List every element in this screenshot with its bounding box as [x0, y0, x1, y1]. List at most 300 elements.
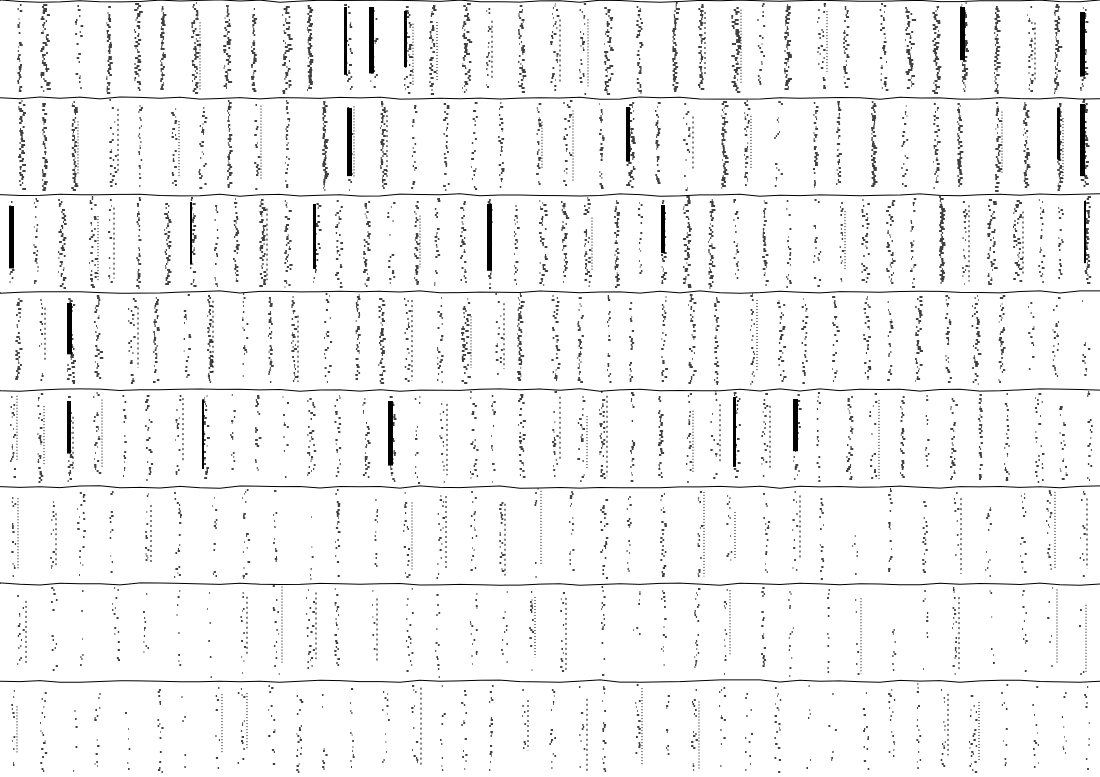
texture-column	[698, 492, 704, 577]
texture-dither-stroke	[125, 713, 130, 769]
texture-dither-stroke	[660, 494, 667, 576]
texture-dither-stroke	[238, 689, 246, 763]
texture-column	[788, 592, 793, 676]
texture-dither-stroke	[241, 593, 247, 673]
texture-column	[633, 592, 640, 634]
texture-dither-stroke	[933, 104, 941, 188]
texture-dither-stroke	[215, 688, 220, 768]
texture-dither-stroke	[925, 396, 929, 466]
texture-heavy-stroke	[67, 401, 71, 454]
texture-column	[604, 8, 614, 94]
texture-dither-stroke	[10, 397, 16, 477]
texture-dither-stroke	[242, 294, 248, 376]
texture-dither-stroke	[406, 589, 414, 671]
texture-dither-stroke	[579, 687, 585, 767]
texture-column	[158, 690, 164, 772]
texture-dither-stroke	[11, 691, 15, 765]
texture-column	[1032, 687, 1039, 767]
texture-column	[691, 690, 699, 770]
texture-column	[1087, 392, 1093, 480]
texture-column	[636, 7, 643, 93]
texture-column	[952, 588, 959, 674]
texture-column	[282, 7, 292, 93]
texture-dither-stroke	[378, 299, 386, 383]
texture-column	[461, 299, 471, 383]
texture-column	[750, 294, 757, 384]
texture-column	[577, 298, 583, 382]
texture-column	[1052, 298, 1060, 376]
texture-dither-stroke	[207, 593, 212, 677]
texture-column	[886, 201, 896, 283]
texture-dither-stroke	[633, 592, 640, 634]
texture-column	[775, 688, 782, 772]
texture-column	[215, 688, 222, 768]
texture-dither-stroke	[900, 397, 905, 477]
texture-column	[11, 691, 17, 765]
texture-column	[406, 589, 414, 671]
texture-dither-stroke	[840, 203, 845, 281]
texture-column	[1022, 591, 1028, 671]
texture-dither-stroke	[461, 299, 471, 383]
texture-band	[0, 0, 1100, 94]
texture-column	[487, 200, 493, 288]
texture-dither-stroke	[1013, 201, 1023, 281]
texture-column	[470, 492, 477, 570]
texture-dither-stroke	[710, 392, 718, 478]
texture-column	[51, 588, 58, 670]
texture-column	[962, 202, 969, 284]
texture-column	[387, 203, 395, 283]
texture-column	[322, 695, 328, 769]
texture-dither-stroke	[1022, 591, 1028, 671]
texture-dither-stroke	[251, 9, 257, 91]
texture-column	[635, 685, 642, 764]
texture-column	[518, 395, 526, 477]
texture-column	[153, 298, 160, 382]
texture-dither-stroke	[11, 498, 16, 576]
texture-column	[1084, 687, 1090, 769]
texture-dither-stroke	[777, 301, 787, 381]
texture-dither-stroke	[58, 200, 67, 288]
texture-column	[972, 296, 982, 384]
texture-dither-stroke	[855, 600, 859, 674]
texture-column	[672, 3, 680, 91]
texture-dither-stroke	[1035, 394, 1044, 482]
texture-dither-stroke	[774, 102, 783, 186]
texture-dither-stroke	[886, 201, 896, 283]
texture-dither-stroke	[763, 494, 770, 572]
texture-column	[310, 517, 314, 579]
texture-dither-stroke	[584, 198, 593, 286]
texture-dither-stroke	[184, 295, 192, 377]
texture-dither-stroke	[683, 197, 692, 287]
texture-heavy-stroke	[793, 399, 798, 451]
texture-column	[403, 493, 412, 577]
texture-dither-stroke	[470, 492, 477, 570]
texture-column	[536, 104, 542, 184]
texture-column	[470, 594, 478, 664]
texture-column	[901, 106, 908, 186]
texture-dither-stroke	[145, 494, 149, 560]
texture-dither-stroke	[108, 200, 113, 282]
texture-dither-stroke	[923, 591, 929, 669]
texture-column	[1080, 492, 1087, 576]
texture-column	[987, 200, 998, 284]
texture-dither-stroke	[518, 395, 526, 477]
texture-column	[489, 686, 494, 770]
texture-column	[843, 7, 850, 87]
texture-column	[1035, 394, 1044, 482]
texture-dither-stroke	[932, 7, 941, 93]
texture-dither-stroke	[721, 102, 729, 188]
texture-column	[212, 498, 217, 576]
band-separator	[0, 486, 1100, 489]
texture-column	[404, 7, 413, 93]
texture-dither-stroke	[551, 296, 560, 380]
texture-dither-stroke	[614, 201, 620, 287]
texture-column	[855, 598, 861, 674]
texture-dither-stroke	[1054, 5, 1062, 93]
texture-column	[388, 397, 397, 481]
texture-column	[486, 9, 492, 87]
texture-column	[910, 199, 916, 287]
texture-dither-stroke	[999, 296, 1006, 382]
texture-column	[363, 202, 371, 286]
texture-column	[202, 396, 210, 478]
texture-column	[190, 198, 197, 286]
texture-column	[517, 294, 525, 380]
texture-dither-stroke	[915, 297, 923, 381]
texture-dither-stroke	[995, 103, 1002, 191]
texture-column	[614, 201, 620, 287]
texture-column	[470, 392, 479, 478]
texture-dither-stroke	[17, 5, 23, 91]
texture-dither-stroke	[51, 588, 58, 670]
texture-dither-stroke	[636, 7, 643, 93]
texture-column	[666, 696, 670, 754]
texture-column	[688, 295, 696, 383]
texture-column	[1059, 407, 1068, 479]
texture-dither-stroke	[415, 397, 421, 483]
texture-dither-stroke	[990, 591, 995, 663]
texture-band	[0, 583, 1100, 677]
texture-dither-stroke	[941, 690, 946, 766]
texture-column	[916, 684, 921, 768]
texture-column	[160, 7, 166, 89]
texture-dither-stroke	[863, 693, 870, 769]
texture-dither-stroke	[223, 6, 232, 88]
texture-dither-stroke	[136, 198, 141, 288]
texture-dither-stroke	[775, 688, 782, 772]
texture-column	[223, 6, 232, 88]
texture-column	[491, 396, 496, 482]
texture-column	[880, 4, 889, 90]
texture-column	[375, 500, 378, 566]
texture-column	[932, 7, 941, 93]
texture-dither-stroke	[910, 199, 916, 287]
texture-column	[138, 106, 143, 186]
texture-dither-stroke	[957, 104, 963, 186]
texture-column	[744, 101, 751, 185]
texture-column	[350, 689, 355, 767]
texture-column	[561, 202, 569, 282]
texture-dither-stroke	[1038, 200, 1045, 282]
texture-dither-stroke	[901, 106, 908, 186]
texture-dither-stroke	[77, 493, 86, 575]
texture-dither-stroke	[724, 590, 728, 674]
texture-dither-stroke	[491, 396, 496, 482]
texture-dither-stroke	[40, 693, 47, 771]
texture-dither-stroke	[745, 694, 753, 770]
texture-dither-stroke	[792, 492, 798, 570]
texture-dither-stroke	[498, 103, 504, 187]
texture-column	[93, 393, 102, 473]
texture-column	[828, 694, 836, 760]
texture-dither-stroke	[806, 686, 810, 768]
texture-dither-stroke	[786, 201, 792, 287]
texture-dither-stroke	[50, 502, 55, 568]
texture-dither-stroke	[994, 7, 1001, 93]
texture-column	[128, 299, 138, 383]
texture-column	[522, 690, 528, 750]
texture-dither-stroke	[109, 100, 117, 186]
texture-column	[1062, 693, 1067, 753]
texture-dither-stroke	[128, 299, 137, 383]
texture-dither-stroke	[892, 630, 896, 670]
texture-dither-stroke	[714, 298, 720, 384]
texture-dither-stroke	[691, 690, 698, 770]
texture-dither-stroke	[143, 594, 149, 652]
texture-dither-stroke	[518, 6, 526, 92]
texture-dither-stroke	[939, 197, 946, 283]
texture-column	[774, 102, 783, 186]
texture-dither-stroke	[255, 396, 261, 470]
texture-column	[733, 393, 741, 477]
texture-dither-stroke	[435, 595, 440, 677]
texture-dither-stroke	[1023, 103, 1030, 187]
texture-column	[915, 297, 923, 381]
texture-column	[888, 489, 893, 571]
texture-column	[1047, 588, 1057, 666]
texture-dither-stroke	[411, 686, 418, 762]
texture-dither-stroke	[38, 394, 44, 482]
texture-dither-stroke	[355, 295, 360, 379]
texture-dither-stroke	[852, 536, 858, 574]
texture-dither-stroke	[324, 294, 332, 382]
texture-dither-stroke	[434, 199, 440, 285]
texture-column	[461, 691, 467, 769]
texture-dither-stroke	[106, 7, 113, 93]
texture-column	[1046, 491, 1055, 569]
texture-dither-stroke	[666, 696, 670, 754]
texture-dither-stroke	[1062, 693, 1067, 753]
texture-column	[171, 109, 179, 185]
texture-dither-stroke	[861, 200, 870, 282]
texture-dither-stroke	[952, 588, 957, 674]
texture-column	[813, 103, 819, 187]
texture-column	[214, 206, 219, 286]
texture-dither-stroke	[335, 396, 342, 476]
texture-column	[630, 393, 635, 481]
texture-column	[784, 5, 792, 89]
texture-column	[143, 594, 149, 652]
texture-dither-stroke	[757, 4, 765, 84]
texture-dither-stroke	[158, 690, 164, 772]
texture-dither-stroke	[577, 397, 585, 481]
texture-column	[471, 103, 478, 189]
texture-dither-stroke	[719, 688, 726, 766]
texture-column	[242, 294, 248, 376]
texture-column	[852, 536, 858, 574]
texture-column	[382, 692, 390, 762]
texture-dither-stroke	[486, 9, 491, 87]
texture-column	[17, 5, 23, 91]
texture-dither-stroke	[335, 201, 343, 287]
texture-column	[861, 200, 870, 282]
texture-dither-stroke	[788, 592, 793, 676]
texture-dither-stroke	[134, 4, 143, 90]
texture-column	[462, 4, 472, 92]
texture-dither-stroke	[888, 489, 893, 571]
texture-dither-stroke	[607, 296, 612, 382]
texture-column	[1004, 394, 1009, 480]
texture-column	[757, 4, 765, 84]
texture-dither-stroke	[440, 404, 445, 482]
texture-dither-stroke	[1027, 7, 1034, 91]
texture-dither-stroke	[1084, 687, 1090, 769]
texture-dither-stroke	[1080, 492, 1086, 576]
texture-dither-stroke	[387, 203, 395, 283]
texture-dither-stroke	[145, 396, 153, 480]
texture-column	[242, 490, 250, 578]
texture-column	[80, 591, 83, 665]
texture-column	[268, 686, 275, 764]
texture-column	[602, 687, 607, 771]
texture-dither-stroke	[310, 517, 314, 579]
texture-dither-stroke	[761, 394, 768, 476]
texture-dither-stroke	[268, 298, 274, 382]
texture-column	[241, 593, 248, 673]
band-separator	[0, 0, 1100, 2]
texture-column	[182, 697, 187, 767]
texture-dither-stroke	[75, 6, 83, 88]
texture-column	[1057, 104, 1063, 190]
texture-column	[761, 588, 766, 666]
texture-column	[710, 392, 720, 478]
texture-dither-stroke	[698, 492, 704, 576]
texture-dither-stroke	[160, 7, 166, 89]
texture-dither-stroke	[404, 299, 411, 381]
texture-column	[110, 492, 114, 572]
band-separator	[0, 97, 1100, 99]
texture-dither-stroke	[600, 500, 608, 578]
texture-dither-stroke	[440, 686, 446, 770]
texture-column	[71, 102, 78, 190]
texture-column	[577, 397, 587, 481]
texture-column	[73, 711, 77, 771]
texture-column	[1084, 197, 1091, 283]
texture-dither-stroke	[1047, 588, 1053, 666]
texture-column	[177, 591, 182, 665]
texture-column	[440, 404, 448, 482]
texture-column	[378, 299, 386, 383]
texture-dither-stroke	[744, 101, 750, 185]
texture-dither-stroke	[112, 588, 120, 660]
texture-column	[307, 399, 316, 475]
texture-dither-stroke	[414, 202, 420, 284]
texture-column	[1079, 605, 1086, 674]
texture-dither-stroke	[1028, 303, 1034, 369]
texture-column	[514, 206, 520, 284]
texture-dither-stroke	[227, 101, 233, 187]
texture-column	[324, 294, 332, 382]
texture-column	[1080, 8, 1088, 90]
texture-column	[1082, 301, 1090, 375]
texture-column	[923, 591, 929, 669]
texture-column	[17, 596, 26, 664]
texture-dither-stroke	[273, 586, 280, 674]
texture-column	[437, 496, 447, 578]
texture-column	[871, 102, 878, 186]
texture-column	[191, 3, 201, 93]
texture-column	[414, 202, 420, 284]
texture-dither-stroke	[363, 399, 371, 477]
texture-column	[579, 687, 587, 772]
texture-dither-stroke	[731, 8, 741, 92]
texture-column	[629, 303, 634, 381]
texture-dither-stroke	[658, 397, 664, 477]
texture-dither-stroke	[254, 105, 260, 189]
texture-dither-stroke	[403, 493, 410, 577]
texture-column	[42, 104, 48, 190]
texture-column	[1058, 208, 1064, 278]
texture-column	[601, 587, 606, 675]
texture-dither-stroke	[978, 395, 983, 479]
texture-column	[990, 591, 995, 663]
texture-column	[777, 301, 787, 381]
texture-dither-stroke	[604, 8, 614, 94]
texture-column	[230, 395, 236, 469]
texture-dither-stroke	[40, 5, 51, 91]
texture-dither-stroke	[945, 296, 952, 382]
texture-dither-stroke	[1020, 494, 1026, 572]
texture-column	[584, 198, 593, 286]
texture-column	[600, 500, 608, 578]
texture-dither-stroke	[638, 203, 643, 273]
texture-dither-stroke	[655, 103, 661, 183]
texture-dither-stroke	[550, 4, 559, 90]
texture-dither-stroke	[291, 297, 298, 381]
texture-column	[836, 102, 842, 184]
texture-dither-stroke	[282, 7, 292, 93]
texture-column	[355, 295, 360, 379]
texture-column	[661, 201, 667, 283]
texture-column	[832, 297, 840, 381]
texture-column	[411, 686, 421, 765]
texture-dither-stroke	[306, 590, 315, 668]
texture-column	[123, 396, 127, 476]
texture-column	[694, 589, 700, 667]
texture-column	[238, 689, 247, 763]
texture-dither-stroke	[828, 694, 836, 760]
texture-dither-stroke	[1087, 392, 1093, 480]
texture-dither-stroke	[661, 591, 667, 665]
texture-column	[549, 690, 556, 768]
texture-column	[145, 396, 153, 480]
texture-dither-stroke	[437, 496, 446, 578]
texture-column	[335, 201, 343, 287]
texture-dither-stroke	[110, 492, 114, 572]
